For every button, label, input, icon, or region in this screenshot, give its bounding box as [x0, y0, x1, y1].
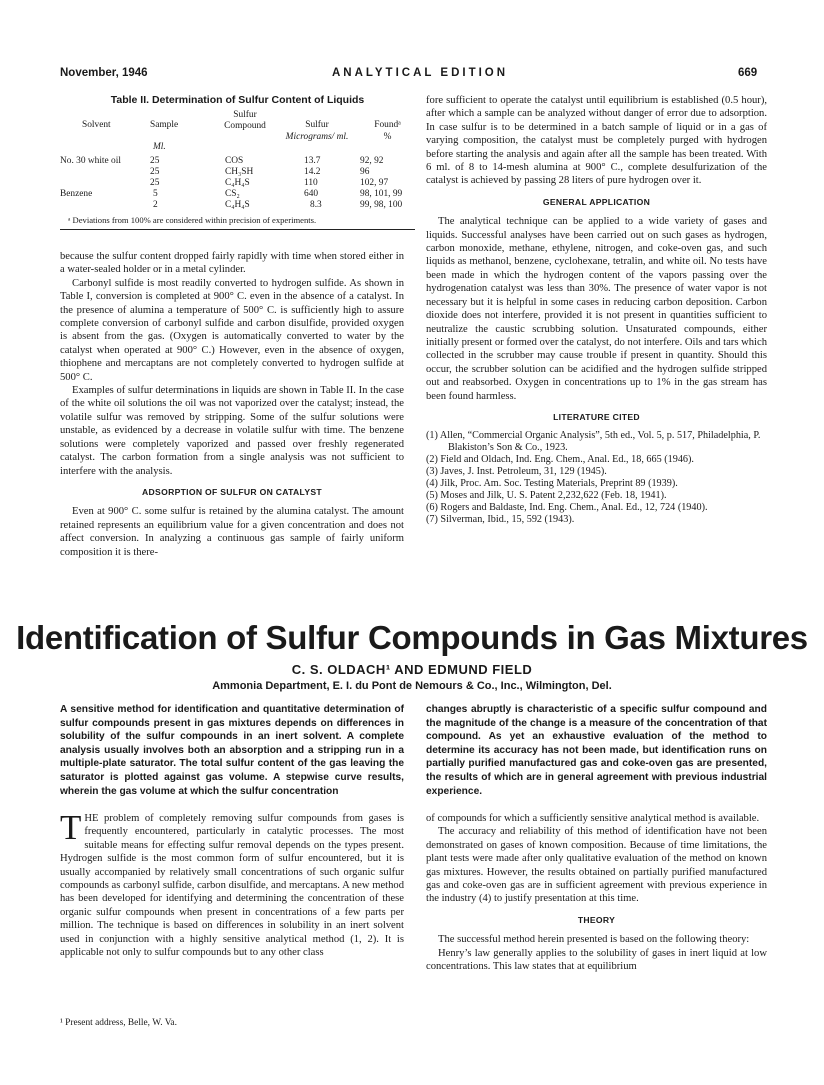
paragraph: because the sulfur content dropped fairly rapidly with time when stored either in a water-sealed holder or in a metal cylinder.	[60, 251, 404, 276]
table-header-sulfur: Sulfur	[305, 120, 329, 130]
table-unit-found: %	[383, 132, 392, 142]
table-bottom-rule	[60, 229, 415, 230]
section-heading-theory: THEORY	[577, 914, 616, 925]
footnote: ¹ Present address, Belle, W. Va.	[60, 1018, 177, 1028]
paragraph: Henry’s law generally applies to the solubility of gases in inert liquid at low concentrations. This law states that at equilibrium	[426, 947, 767, 973]
table-header-found: Foundᵃ	[374, 120, 401, 130]
table-2	[60, 94, 415, 230]
section-heading-general-application: GENERAL APPLICATION	[542, 196, 651, 207]
table-footnote: ᵃ Deviations from 100% are considered within precision of experiments.	[68, 215, 317, 225]
paragraph: of compounds for which a sufficiently sensitive analytical method is available.	[426, 813, 760, 824]
reference-item: (4) Jilk, Proc. Am. Soc. Testing Materials, Preprint 89 (1939).	[426, 478, 678, 490]
paragraph: The successful method herein presented is based on the following theory:	[438, 934, 750, 946]
table-header-solvent: Solvent	[82, 120, 111, 130]
table-header-sulfur-compound: Sulfur Compound	[224, 110, 266, 131]
article-title: Identification of Sulfur Compounds in Gas Mixtures	[16, 619, 808, 656]
table-unit-sulfur: Micrograms/ ml.	[285, 132, 349, 142]
reference-item: (3) Javes, J. Inst. Petroleum, 31, 129 (1945).	[426, 466, 607, 478]
paragraph: fore sufficient to operate the catalyst until equilibrium is established (0.5 hour), after which a sample can be analyzed without danger of error due to adsorption. In case sulfur is to be determined in a batch sample of liquid or in a gas of varying composition, the catalyst must be completely purged with hydrogen before starting the analysis and again after all the sample has been treated. With 6 ml. of 8 to 14-mesh alumina at 900° C., complete desulfurization of the catalyst is achieved by passing 28 liters of pure hydrogen over it.	[426, 95, 767, 187]
left-column	[60, 250, 404, 559]
section-heading-literature-cited: LITERATURE CITED	[553, 411, 640, 422]
drop-cap: T	[60, 808, 82, 847]
abstract-right: changes abruptly is characteristic of a specific sulfur compound and the magnitude of the change is a measure of the concentration of that compound. As yet an exhaustive evaluation of the method to determine its accuracy has not been made, but identification runs on partially purified manufactured gas and coke-oven gas are presented, the results of which are in general agreement with previous industrial experience.	[426, 704, 767, 797]
reference-item: (5) Moses and Jilk, U. S. Patent 2,232,622 (Feb. 18, 1941).	[426, 490, 667, 502]
header-journal: ANALYTICAL EDITION	[332, 67, 509, 79]
paragraph: Examples of sulfur determinations in liquids are shown in Table II. In the case of the white oil solutions the oil was not vaporized over the catalyst; instead, the volatile sulfur was removed by stripping. Some of the sulfur solutions were unstable, as evidenced by a decrease in volatile sulfur with time. The benzene solutions were completely vaporized and passed over freshly regenerated catalyst. The carbon formation from a single analysis was not sufficient to interfere with the analysis.	[60, 385, 404, 477]
abstract-left: A sensitive method for identification and quantitative determination of sulfur compounds present in gas mixtures depends on differences in solubility of the sulfur compounds in an inert solvent. A complete analysis usually involves both an absorption and a stripping run in a multiple-plate saturator. The total sulfur content of the gas leaving the saturator is plotted against gas volume. A stepwise curve results, wherein the gas volume at which the sulfur concentration	[60, 704, 404, 797]
header-date: November, 1946	[60, 67, 148, 79]
header-page-number: 669	[738, 67, 758, 79]
table-unit-sample: Ml.	[153, 142, 166, 152]
paragraph: The accuracy and reliability of this method of identification have not been demonstrated on gases of known composition. Because of time limitations, the plant tests were made after only qualitative evaluation of the method on known gas mixtures. However, the results obtained on partially purified manufactured gas and coke-oven gas are in sufficient agreement with previous experience in the industry (4) to justify presentation at this time.	[426, 826, 767, 905]
reference-item: (7) Silverman, Ibid., 15, 592 (1943).	[426, 514, 575, 526]
table-2-grid: Solvent Sample Sulfur Compound Sulfur Foundᵃ Micrograms/ ml. % Ml. No. 30 white oil 25 COS 13.7 92, 92 25 CH₃SH 14.2 96 25 C₄H₄S 110 102, 97 Benzene 5 CS₂ 640 98, 101, 99 2 C₄H₄S 8.3 99, 98, 100 ᵃ Deviations from 100% are considered within precision of experiments.	[60, 108, 415, 230]
right-column	[426, 94, 767, 526]
reference-list	[426, 430, 767, 526]
article-authors: C. S. OLDACH¹ AND EDMUND FIELD	[291, 662, 533, 677]
paragraph: Even at 900° C. some sulfur is retained by the alumina catalyst. The amount retained represents an equilibrium value for a given concentration and does not affect conversion. In analyzing a continuous gas sample of fairly uniform composition it is there-	[60, 506, 404, 558]
paragraph: The analytical technique can be applied to a wide variety of gases and liquids. Successful analyses have been carried out on such gases as hydrogen, carbon monoxide, methane, ethylene, nitrogen, and coke-oven gas, and such liquids as methanol, benzene, cyclohexane, tetralin, and white oil. No tests have been made in which the hydrogen content of the vapors passing over the hydrogenation catalyst was less than 30%. The presence of water vapor is not necessary but it is helpful in some cases in reducing carbon deposition. Carbon dioxide does not interfere, provided it is not present in quantities sufficient to neutralize the caustic scrubbing solution. Unsaturated compounds, either initially present or formed over the catalyst, do not interfere. Oils and tars which collected in the scrubber may cause trouble if present in quantity. Should this occur, the scrubber solution can be acidified and the hydrogen sulfide stripped out and reabsorbed. Oxygen in concentrations up to 1% in the gas stream has been found harmless.	[426, 216, 767, 402]
article-affiliation: Ammonia Department, E. I. du Pont de Nemours & Co., Inc., Wilmington, Del.	[212, 680, 612, 692]
body-right-column	[426, 812, 767, 973]
table-header-sample: Sample	[150, 120, 179, 130]
reference-item: (2) Field and Oldach, Ind. Eng. Chem., Anal. Ed., 18, 665 (1946).	[426, 454, 694, 466]
table-title: Table II. Determination of Sulfur Content of Liquids	[110, 94, 365, 106]
paragraph: THE problem of completely removing sulfur compounds from gases is frequently encountered, particularly in catalytic processes. The most suitable means for effecting sulfur removal depends on the types present. Hydrogen sulfide is the most common form of sulfur encountered, but it is usually accompanied by relatively small concentrations of such organic sulfur compounds as carbonyl sulfide, carbon disulfide, and mercaptans. A new method has been developed for identifying and determining the concentration of these organic sulfur compounds when present in concentrations of a few parts per million. The technique is based on differences in solubility in an inert solvent used in conjunction with a highly sensitive analytical method (1, 2). It is applicable not only to sulfur compounds but to any other class	[60, 808, 404, 959]
paragraph: Carbonyl sulfide is most readily converted to hydrogen sulfide. As shown in Table I, conversion is completed at 900° C. even in the absence of a catalyst. In the presence of alumina a temperature of 500° C. is sufficiently high to assure complete conversion of carbonyl sulfide and carbon disulfide, provided oxygen is absent from the gas. (Oxygen is automatically converted to water by the catalyst when operated at 900° C.) However, even in the absence of oxygen, thiophene and mercaptans are not completely converted to hydrogen sulfide at 500° C.	[60, 277, 404, 383]
reference-item: (6) Rogers and Baldaste, Ind. Eng. Chem., Anal. Ed., 12, 724 (1940).	[426, 502, 708, 514]
reference-item: (1) Allen, “Commercial Organic Analysis”, 5th ed., Vol. 5, p. 517, Philadelphia, P. Blakiston’s Son & Co., 1923.	[426, 430, 761, 454]
section-heading-adsorption: ADSORPTION OF SULFUR ON CATALYST	[142, 486, 322, 497]
body-left-column	[60, 808, 404, 959]
